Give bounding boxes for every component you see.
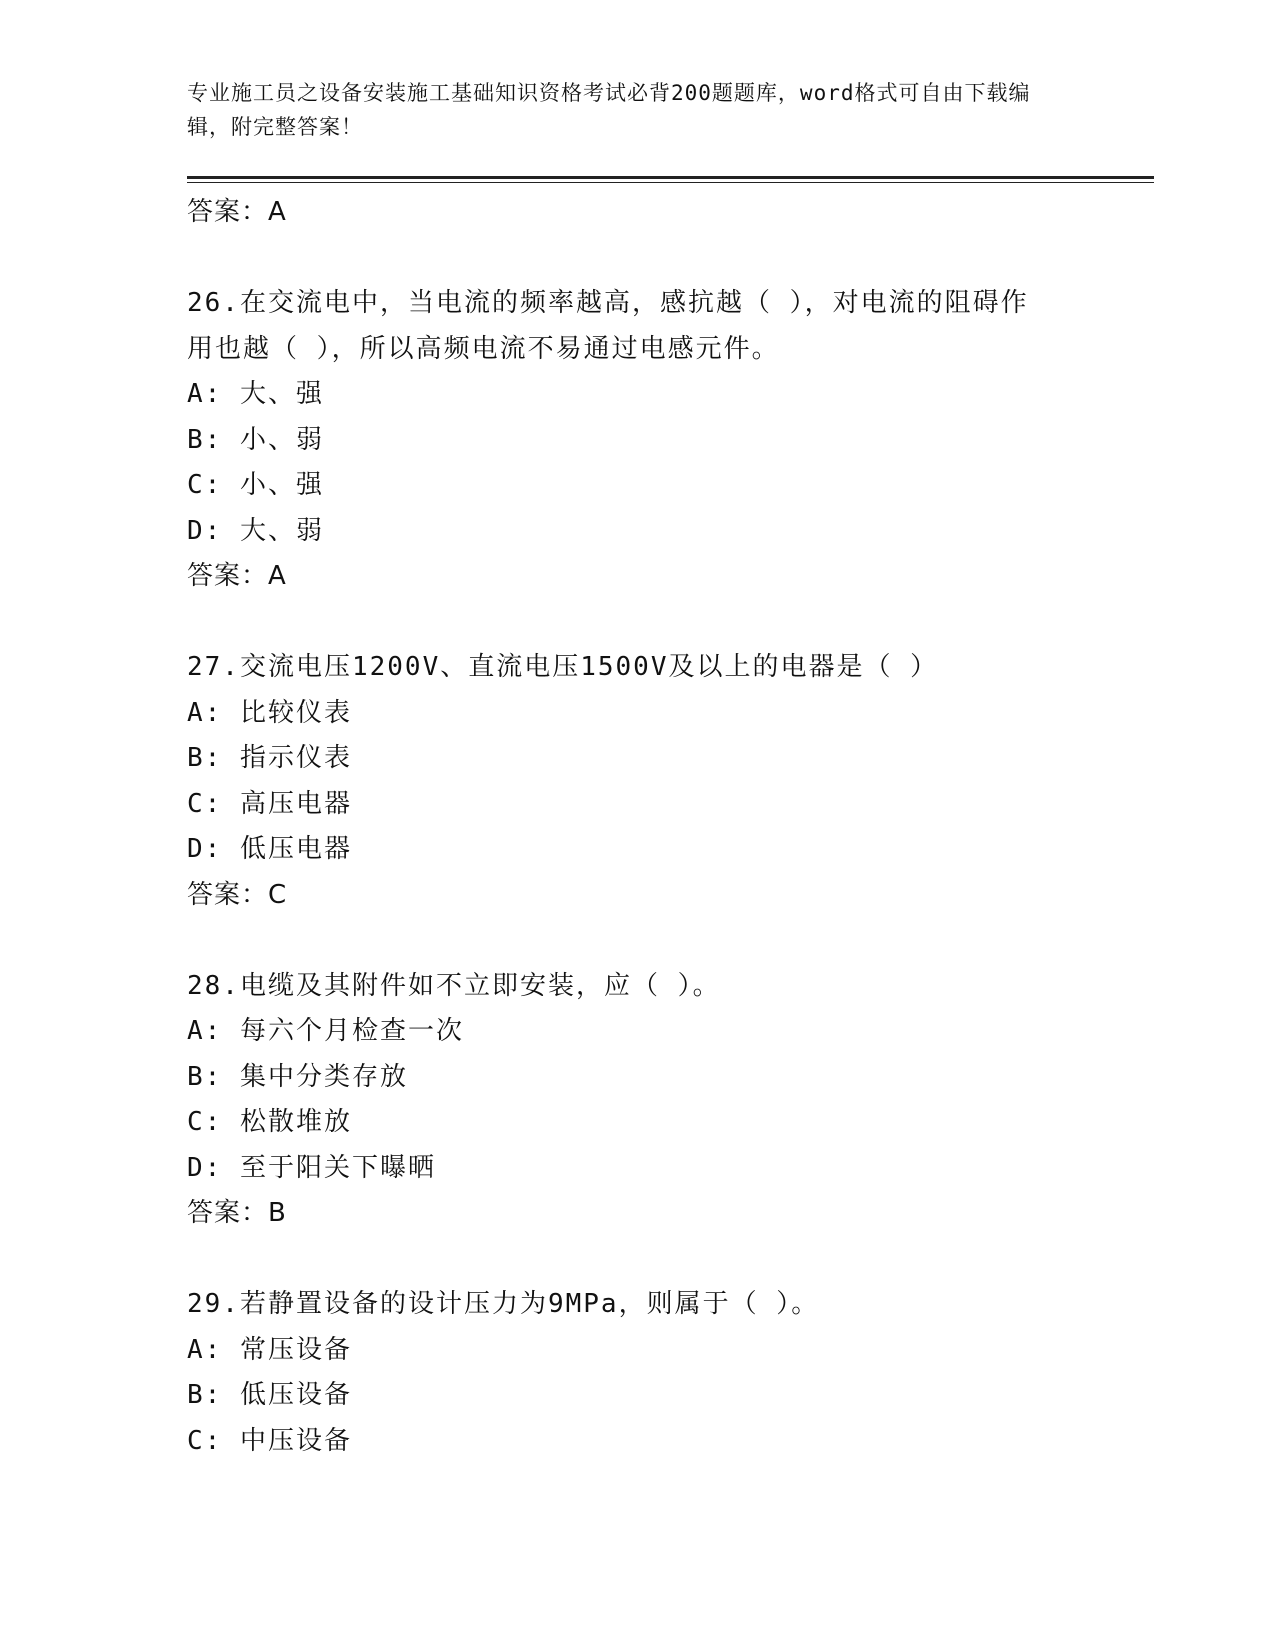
option-d: D: 大、弱 <box>187 515 324 546</box>
spacer <box>187 918 1087 964</box>
document-header: 专业施工员之设备安装施工基础知识资格考试必背200题题库，word格式可自由下载编辑，附完整答案！ <box>187 81 1031 139</box>
header-rule-thick <box>187 176 1154 179</box>
answer-line: 答案：A <box>187 197 287 227</box>
option-d: D: 低压电器 <box>187 834 352 864</box>
spacer <box>187 600 1087 646</box>
option-b: B: 集中分类存放 <box>187 1061 408 1092</box>
option-b: B: 指示仪表 <box>187 743 352 773</box>
option-a: A: 每六个月检查一次 <box>187 1016 464 1046</box>
question-stem: 27.交流电压1200V、直流电压1500V及以上的电器是（ ） <box>187 652 939 682</box>
option-b: B: 低压设备 <box>187 1380 352 1410</box>
option-c: C: 松散堆放 <box>187 1107 352 1137</box>
option-c: C: 中压设备 <box>187 1425 352 1456</box>
option-b: B: 小、弱 <box>187 424 324 455</box>
option-a: A: 大、强 <box>187 379 324 409</box>
option-d: D: 至于阳关下曝晒 <box>187 1152 436 1183</box>
question-stem: 29.若静置设备的设计压力为9MPa，则属于（ ）。 <box>187 1289 820 1319</box>
question-29 <box>187 1282 1087 1464</box>
question-stem: 26.在交流电中，当电流的频率越高，感抗越（ ），对电流的阻碍作 <box>187 288 1029 318</box>
question-26 <box>187 281 1087 600</box>
answer-line: 答案：A <box>187 561 287 591</box>
question-stem: 用也越（ ），所以高频电流不易通过电感元件。 <box>187 333 780 364</box>
spacer <box>187 236 1087 282</box>
question-list <box>187 190 1087 1464</box>
question-stem: 28.电缆及其附件如不立即安装，应（ ）。 <box>187 970 721 1001</box>
answer-line: 答案：B <box>187 1198 287 1228</box>
spacer <box>187 1237 1087 1283</box>
option-c: C: 小、强 <box>187 470 324 500</box>
question-28 <box>187 964 1087 1237</box>
question-27 <box>187 645 1087 918</box>
option-a: A: 常压设备 <box>187 1334 352 1365</box>
header-rule-thin <box>187 182 1154 183</box>
answer-line: 答案：C <box>187 879 288 910</box>
option-c: C: 高压电器 <box>187 788 352 819</box>
option-a: A: 比较仪表 <box>187 697 352 728</box>
